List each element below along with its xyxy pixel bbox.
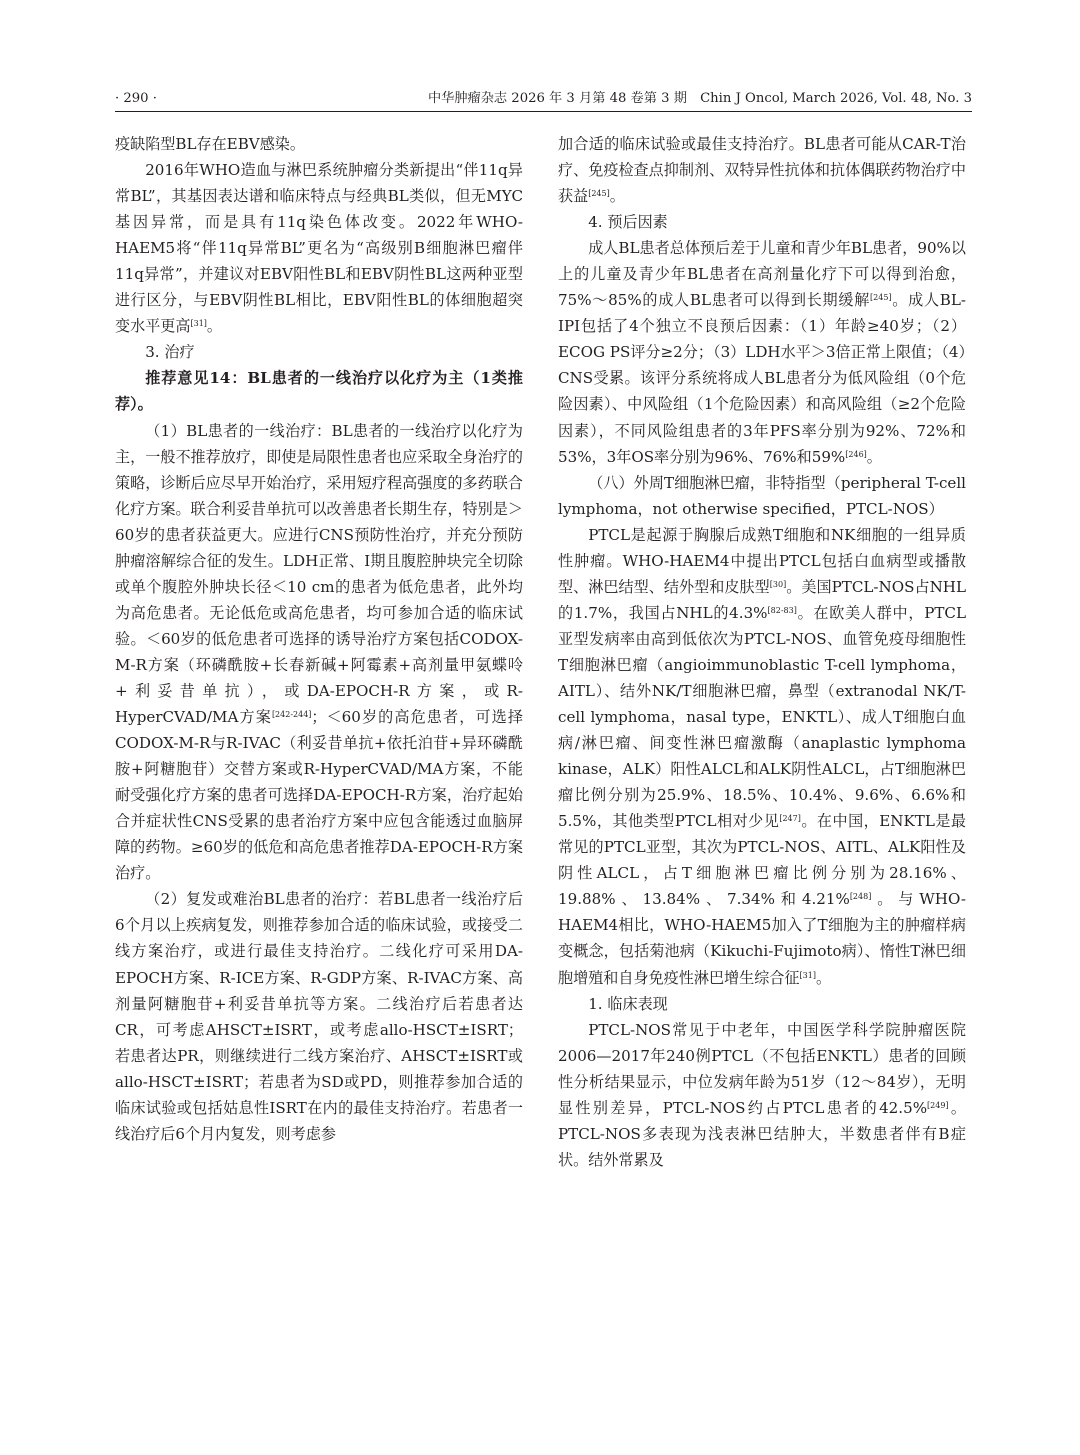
citation: [246] bbox=[845, 449, 867, 459]
paragraph: 成人BL患者总体预后差于儿童和青少年BL患者，90%以上的儿童及青少年BL患者在高剂量化疗下可以得到治愈，75%～85%的成人BL患者可以得到长期缓解[245]。成人BL-IPI包括了4个独立不良预后因素：（1）年龄≥40岁；（2）ECOG PS评分≥2分；（3）LDH水平＞3倍正常上限值；（4）CNS受累。该评分系统将成人BL患者分为低风险组（0个危险因素）、中风险组（1个危险因素）和高风险组（≥2个危险因素），不同风险组患者的3年PFS率分别为92%、72%和53%，3年OS率分别为96%、76%和59%[246]。 bbox=[558, 239, 966, 466]
citation: [247] bbox=[779, 814, 801, 824]
paragraph: 疫缺陷型BL存在EBV感染。 bbox=[115, 135, 305, 153]
citation: [249] bbox=[927, 1100, 949, 1110]
citation: [242-244] bbox=[271, 710, 312, 720]
section-heading: 3. 治疗 bbox=[145, 343, 195, 362]
citation: [31] bbox=[799, 970, 816, 980]
citation: [245] bbox=[870, 293, 892, 303]
paragraph: （1）BL患者的一线治疗：BL患者的一线治疗以化疗为主，一般不推荐放疗，即使是局限性患者也应采取全身治疗的策略，诊断后应尽早开始治疗，采用短疗程高强度的多药联合化疗方案。联合利妥昔单抗可以改善患者长期生存，特别是＞60岁的患者获益更大。应进行CNS预防性治疗，并充分预防肿瘤溶解综合征的发生。LDH正常、Ⅰ期且腹腔肿块完全切除或单个腹腔外肿块长径＜10 cm的患者为低危患者，此外均为高危患者。无论低危或高危患者，均可参加合适的临床试验。＜60岁的低危患者可选择的诱导治疗方案包括CODOX-M-R方案（环磷酰胺+长春新碱+阿霉素+高剂量甲氨蝶呤+利妥昔单抗），或DA-EPOCH-R方案，或R-HyperCVAD/MA方案[242-244]；＜60岁的高危患者，可选择CODOX-M-R与R-IVAC（利妥昔单抗+依托泊苷+异环磷酰胺+阿糖胞苷）交替方案或R-HyperCVAD/MA方案，不能耐受强化疗方案的患者可选择DA-EPOCH-R方案，治疗起始合并症状性CNS受累的患者治疗方案中应包含能透过血脑屏障的药物。≥60岁的低危和高危患者推荐DA-EPOCH-R方案治疗。 bbox=[115, 421, 523, 883]
citation: [31] bbox=[190, 319, 207, 329]
paragraph: 2016年WHO造血与淋巴系统肿瘤分类新提出“伴11q异常BL”，其基因表达谱和临床特点与经典BL类似，但无MYC基因异常，而是具有11q染色体改变。2022年WHO-HAEM5将“伴11q异常BL”更名为“高级别B细胞淋巴瘤伴11q异常”，并建议对EBV阳性BL和EBV阴性BL这两种亚型进行区分，与EBV阴性BL相比，EBV阳性BL的体细胞超突变水平更高[31]。 bbox=[115, 161, 523, 336]
right-column bbox=[558, 131, 966, 1421]
subsection-title: （八）外周T细胞淋巴瘤，非特指型（peripheral T-cell lymphoma，not otherwise specified，PTCL-NOS） bbox=[558, 473, 966, 518]
paragraph: （2）复发或难治BL患者的治疗：若BL患者一线治疗后6个月以上疾病复发，则推荐参加合适的临床试验，或接受二线方案治疗，或进行最佳支持治疗。二线化疗可采用DA-EPOCH方案、R-ICE方案、R-GDP方案、R-IVAC方案、高剂量阿糖胞苷+利妥昔单抗等方案。二线治疗后若患者达CR，可考虑AHSCT±ISRT，或考虑allo-HSCT±ISRT；若患者达PR，则继续进行二线方案治疗、AHSCT±ISRT或allo-HSCT±ISRT；若患者为SD或PD，则推荐参加合适的临床试验或包括姑息性ISRT在内的最佳支持治疗。若患者一线治疗后6个月内复发，则考虑参 bbox=[115, 890, 523, 1143]
recommendation-heading: 推荐意见14：BL患者的一线治疗以化疗为主（1类推荐）。 bbox=[115, 369, 523, 414]
citation: [248] bbox=[849, 892, 872, 902]
section-heading: 1. 临床表现 bbox=[588, 994, 668, 1013]
running-header bbox=[115, 88, 972, 110]
paragraph: PTCL-NOS常见于中老年，中国医学科学院肿瘤医院2006—2017年240例PTCL（不包括ENKTL）患者的回顾性分析结果显示，中位发病年龄为51岁（12～84岁），无明显性别差异，PTCL-NOS约占PTCL患者的42.5%[249]。PTCL-NOS多表现为浅表淋巴结肿大，半数患者伴有B症状。结外常累及 bbox=[558, 1020, 966, 1169]
citation: [245] bbox=[588, 189, 610, 199]
citation: [82-83] bbox=[767, 605, 797, 615]
paragraph: 加合适的临床试验或最佳支持治疗。BL患者可能从CAR-T治疗、免疫检查点抑制剂、双特异性抗体和抗体偶联药物治疗中获益[245]。 bbox=[558, 135, 966, 206]
header-rule bbox=[115, 111, 972, 112]
page-number: · 290 · bbox=[115, 91, 157, 106]
left-column bbox=[115, 131, 523, 1421]
journal-citation: 中华肿瘤杂志 2026 年 3 月第 48 卷第 3 期 Chin J Oncol, March 2026, Vol. 48, No. 3 bbox=[427, 91, 972, 106]
section-heading: 4. 预后因素 bbox=[588, 213, 668, 232]
citation: [30] bbox=[769, 579, 787, 589]
paragraph: PTCL是起源于胸腺后成熟T细胞和NK细胞的一组异质性肿瘤。WHO-HAEM4中提出PTCL包括白血病型或播散型、淋巴结型、结外型和皮肤型[30]。美国PTCL-NOS占NHL的1.7%，我国占NHL的4.3%[82-83]。在欧美人群中，PTCL亚型发病率由高到低依次为PTCL-NOS、血管免疫母细胞性T细胞淋巴瘤（angioimmunoblastic T-cell lymphoma，AITL）、结外NK/T细胞淋巴瘤，鼻型（extranodal NK/T-cell lymphoma，nasal type，ENKTL）、成人T细胞白血病/淋巴瘤、间变性淋巴瘤激酶（anaplastic lymphoma kinase，ALK）阳性ALCL和ALK阴性ALCL，占T细胞淋巴瘤比例分别为25.9%、18.5%、10.4%、9.6%、6.6%和5.5%，其他类型PTCL相对少见[247]。在中国，ENKTL是最常见的PTCL亚型，其次为PTCL-NOS、AITL、ALK阳性及阴性ALCL，占T细胞淋巴瘤比例分别为28.16%、19.88%、13.84%、7.34%和4.21%[248]。与WHO-HAEM4相比，WHO-HAEM5加入了T细胞为主的肿瘤样病变概念，包括菊池病（Kikuchi-Fujimoto病）、惰性T淋巴细胞增殖和自身免疫性淋巴增生综合征[31]。 bbox=[558, 525, 966, 987]
